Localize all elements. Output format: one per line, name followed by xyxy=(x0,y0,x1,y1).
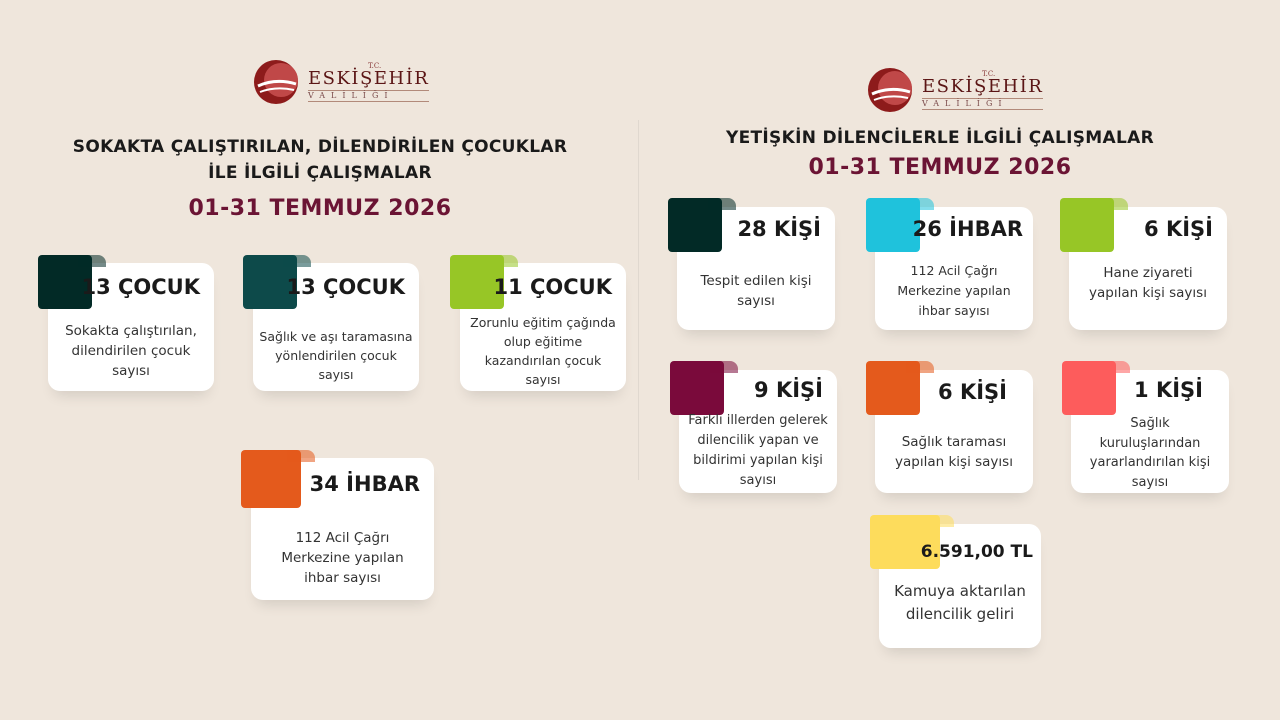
logo-sub: VALİLİĞİ xyxy=(922,98,1043,110)
stat-card xyxy=(253,263,419,391)
card-description: Sağlık kuruluşlarından yararlandırılan kişi sayısı xyxy=(1089,416,1211,490)
stat-card xyxy=(48,263,214,391)
card-description: Hane ziyareti yapılan kişi sayısı xyxy=(1089,265,1207,301)
right-panel xyxy=(640,0,1280,720)
card-badge xyxy=(241,450,301,508)
logo-tc: T.C. xyxy=(368,61,382,70)
card-badge xyxy=(670,361,724,415)
card-value: 6 KİŞİ xyxy=(1144,217,1213,241)
stat-card xyxy=(679,370,837,493)
stat-card xyxy=(1069,207,1227,330)
crescent-emblem-icon xyxy=(866,66,914,114)
card-value: 13 ÇOCUK xyxy=(81,275,200,299)
crescent-emblem-icon xyxy=(252,58,300,106)
stat-card xyxy=(677,207,835,330)
card-description: 112 Acil Çağrı Merkezine yapılan ihbar sayısı xyxy=(281,530,404,586)
card-value: 11 ÇOCUK xyxy=(493,275,612,299)
logo-city: ESKİŞEHİR xyxy=(308,67,430,89)
left-title-line1: SOKAKTA ÇALIŞTIRILAN, DİLENDİRİLEN ÇOCUKLAR xyxy=(72,137,568,157)
right-title: YETİŞKİN DİLENCİLERLE İLGİLİ ÇALIŞMALAR xyxy=(726,128,1154,148)
stat-card xyxy=(875,370,1033,493)
logo-city: ESKİŞEHİR xyxy=(922,75,1044,97)
logo-tc: T.C. xyxy=(982,69,996,78)
card-description: Sokakta çalıştırılan, dilendirilen çocuk sayısı xyxy=(65,323,197,379)
right-date: 01-31 TEMMUZ 2026 xyxy=(808,155,1072,180)
card-badge xyxy=(866,361,920,415)
card-description: Sağlık taraması yapılan kişi sayısı xyxy=(895,434,1013,470)
card-description: Sağlık ve aşı taramasına yönlendirilen çocuk sayısı xyxy=(259,329,413,382)
left-date: 01-31 TEMMUZ 2026 xyxy=(188,196,452,221)
panel-divider xyxy=(638,120,639,480)
stat-card xyxy=(875,207,1033,330)
card-value: 26 İHBAR xyxy=(912,217,1023,241)
card-value: 13 ÇOCUK xyxy=(286,275,405,299)
card-value: 9 KİŞİ xyxy=(754,378,823,402)
card-description: Kamuya aktarılan dilencilik geliri xyxy=(894,582,1026,623)
left-title xyxy=(60,134,580,186)
card-value: 6.591,00 TL xyxy=(920,542,1033,562)
card-description: Zorunlu eğitim çağında olup eğitime kazandırılan çocuk sayısı xyxy=(470,315,616,387)
eskisehir-valiligi-logo xyxy=(252,58,429,106)
card-value: 6 KİŞİ xyxy=(938,380,1007,404)
left-title-line2: İLE İLGİLİ ÇALIŞMALAR xyxy=(208,163,432,183)
card-badge xyxy=(668,198,722,252)
card-description: Tespit edilen kişi sayısı xyxy=(700,273,812,309)
stat-card xyxy=(460,263,626,391)
stat-card xyxy=(879,524,1041,648)
stat-card xyxy=(251,458,434,600)
card-description: Farklı illerden gelerek dilencilik yapan ve bildirimi yapılan kişi sayısı xyxy=(688,413,828,488)
logo-sub: VALİLİĞİ xyxy=(308,90,429,102)
card-value: 34 İHBAR xyxy=(309,472,420,496)
card-badge xyxy=(1062,361,1116,415)
stat-card xyxy=(1071,370,1229,493)
eskisehir-valiligi-logo xyxy=(866,66,1043,114)
card-value: 1 KİŞİ xyxy=(1134,378,1203,402)
card-description: 112 Acil Çağrı Merkezine yapılan ihbar sayısı xyxy=(897,263,1011,318)
card-value: 28 KİŞİ xyxy=(737,217,821,241)
card-badge xyxy=(1060,198,1114,252)
